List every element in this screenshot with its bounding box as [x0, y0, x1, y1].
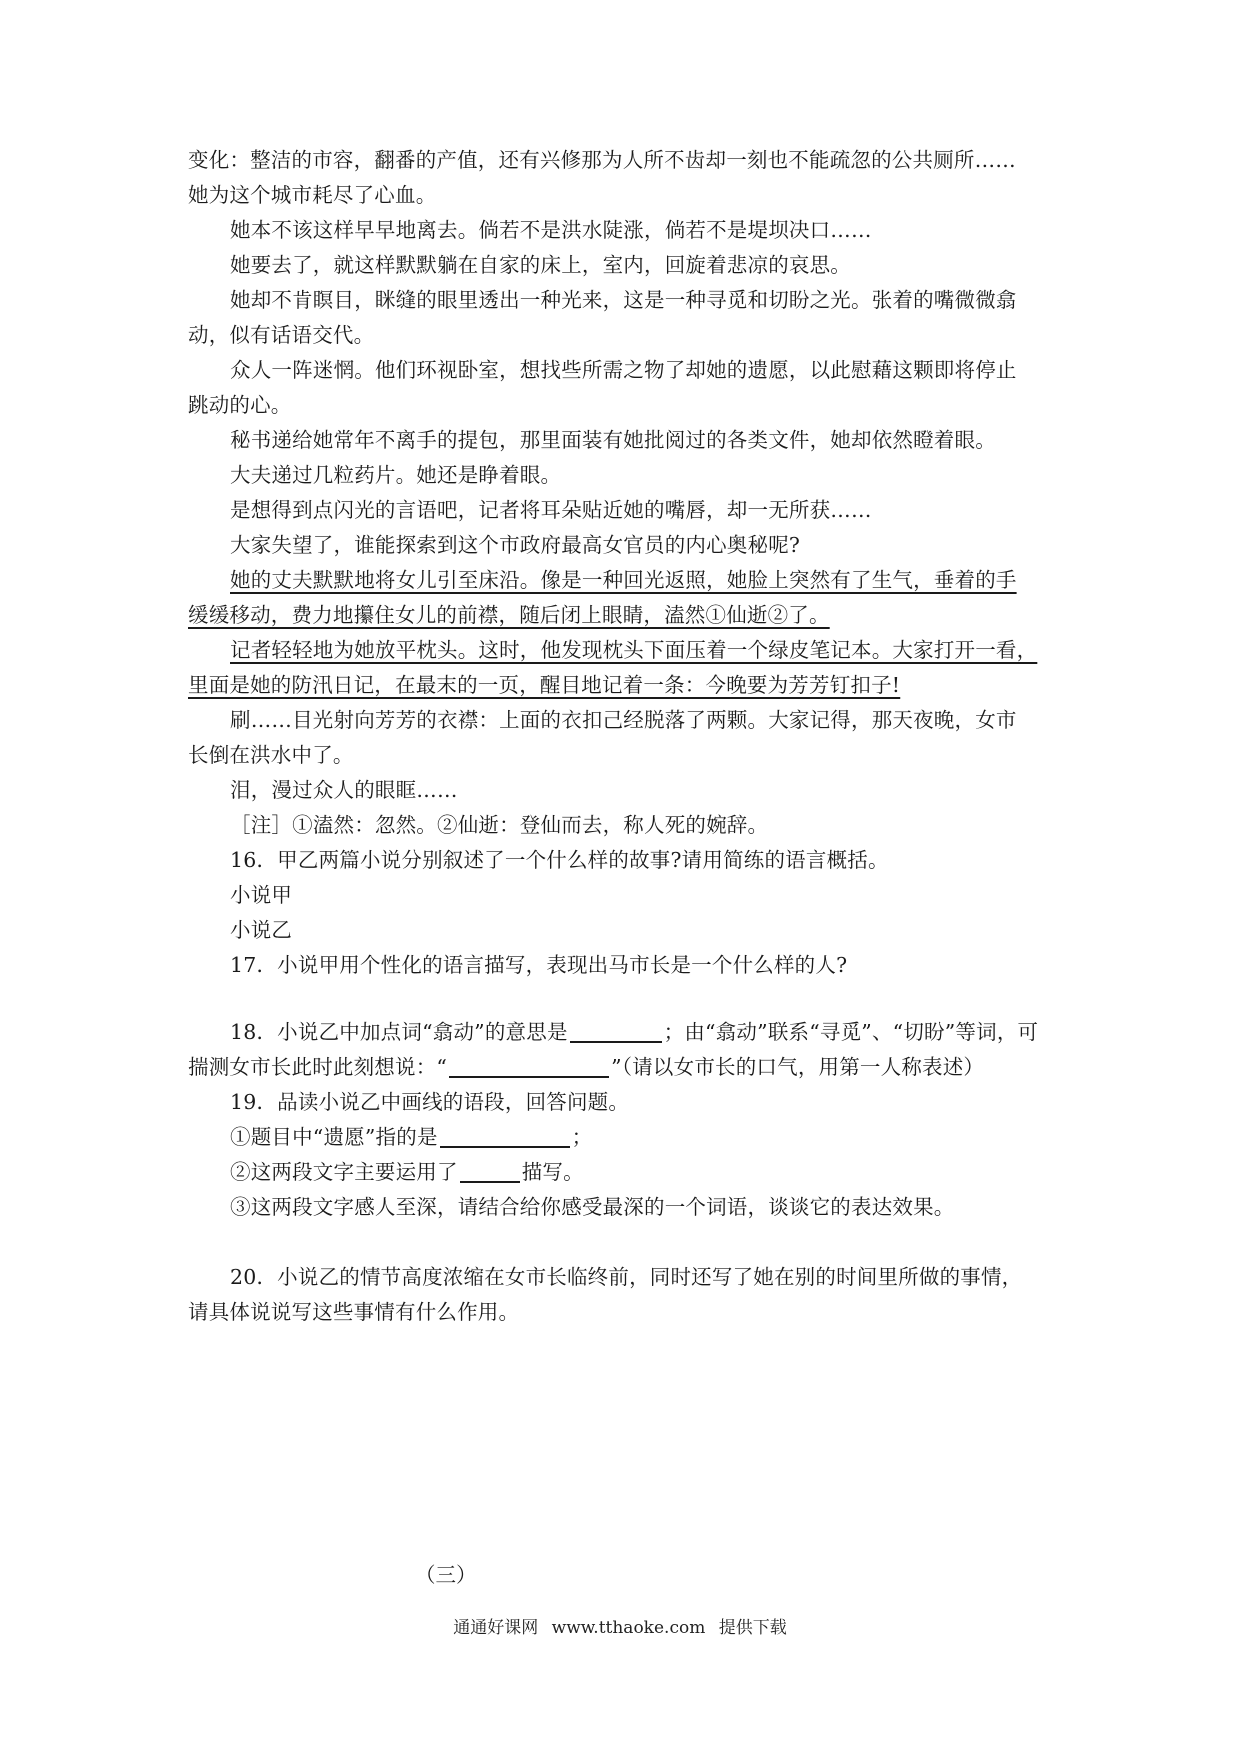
question-18-text: 18．小说乙中加点词“翕动”的意思是	[230, 1020, 568, 1044]
question-19-text: 描写。	[521, 1160, 584, 1184]
body-line: 变化：整洁的市容，翻番的产值，还有兴修那为人所不齿却一刻也不能疏忽的公共厕所……	[188, 148, 1016, 172]
footer	[0, 1615, 1240, 1641]
body-line: 大家失望了，谁能探索到这个市政府最高女官员的内心奥秘呢?	[230, 533, 801, 557]
body-line: 动，似有话语交代。	[188, 323, 375, 347]
body-line: 秘书递给她常年不离手的提包，那里面装有她批阅过的各类文件，她却依然瞪着眼。	[230, 428, 996, 452]
question-19-sub-3: ③这两段文字感人至深，请结合给你感受最深的一个词语，谈谈它的表达效果。	[230, 1195, 955, 1219]
answer-blank[interactable]	[440, 1126, 570, 1148]
body-line: 跳动的心。	[188, 393, 292, 417]
question-19-sub-2	[230, 1157, 1060, 1187]
answer-blank[interactable]	[449, 1056, 609, 1078]
footer-site-name: 通通好课网	[453, 1618, 539, 1638]
answer-blank[interactable]	[460, 1161, 520, 1183]
question-20: 请具体说说写这些事情有什么作用。	[188, 1300, 520, 1324]
body-line: 她要去了，就这样默默躺在自家的床上，室内，回旋着悲凉的哀思。	[230, 253, 851, 277]
answer-label-story-b: 小说乙	[230, 918, 293, 942]
question-19-sub-1	[230, 1122, 1060, 1152]
footer-suffix: 提供下载	[718, 1618, 787, 1638]
question-19-text: ；	[571, 1125, 593, 1149]
question-18-text: 揣测女市长此时此刻想说：“	[188, 1055, 448, 1079]
answer-blank[interactable]	[570, 1021, 662, 1043]
underlined-passage-line: 记者轻轻地为她放平枕头。这时，他发现枕头下面压着一个绿皮笔记本。大家打开一看，	[230, 638, 1038, 662]
question-18-text: ”（请以女市长的口气，用第一人称表述）	[611, 1055, 985, 1079]
body-line: 长倒在洪水中了。	[188, 743, 354, 767]
body-line: 众人一阵迷惘。他们环视卧室，想找些所需之物了却她的遗愿，以此慰藉这颗即将停止	[230, 358, 1017, 382]
section-title: （三）	[415, 1563, 477, 1587]
question-16: 16．甲乙两篇小说分别叙述了一个什么样的故事?请用简练的语言概括。	[230, 848, 889, 872]
underlined-passage-line: 里面是她的防汛日记，在最末的一页，醒目地记着一条：今晚要为芳芳钉扣子!	[188, 673, 901, 697]
question-18-line-2	[188, 1052, 1058, 1082]
question-19: 19．品读小说乙中画线的语段，回答问题。	[230, 1090, 630, 1114]
underlined-passage-line: 缓缓移动，费力地攥住女儿的前襟，随后闭上眼睛，溘然①仙逝②了。	[188, 603, 830, 627]
answer-label-story-a: 小说甲	[230, 883, 293, 907]
body-line: 她却不肯瞑目，眯缝的眼里透出一种光来，这是一种寻觅和切盼之光。张着的嘴微微翕	[230, 288, 1017, 312]
question-20: 20．小说乙的情节高度浓缩在女市长临终前，同时还写了她在别的时间里所做的事情，	[230, 1265, 1023, 1289]
body-line: 是想得到点闪光的言语吧，记者将耳朵贴近她的嘴唇，却一无所获……	[230, 498, 872, 522]
body-line: 大夫递过几粒药片。她还是睁着眼。	[230, 463, 562, 487]
footnote: ［注］①溘然：忽然。②仙逝：登仙而去，称人死的婉辞。	[230, 813, 769, 837]
question-17: 17．小说甲用个性化的语言描写，表现出马市长是一个什么样的人?	[230, 953, 848, 977]
body-line: 她本不该这样早早地离去。倘若不是洪水陡涨，倘若不是堤坝决口……	[230, 218, 872, 242]
question-19-text: ①题目中“遗愿”指的是	[230, 1125, 438, 1149]
body-line: 泪，漫过众人的眼眶……	[230, 778, 458, 802]
question-18-line-1	[230, 1017, 1060, 1047]
footer-url[interactable]: www.tthaoke.com	[551, 1618, 706, 1638]
body-line: 她为这个城市耗尽了心血。	[188, 183, 437, 207]
question-19-text: ②这两段文字主要运用了	[230, 1160, 458, 1184]
body-line: 刷……目光射向芳芳的衣襟：上面的衣扣己经脱落了两颗。大家记得，那天夜晚，女市	[230, 708, 1017, 732]
question-18-text: ；由“翕动”联系“寻觅”、“切盼”等词，可	[663, 1020, 1039, 1044]
underlined-passage-line: 她的丈夫默默地将女儿引至床沿。像是一种回光返照，她脸上突然有了生气，垂着的手	[230, 568, 1017, 592]
